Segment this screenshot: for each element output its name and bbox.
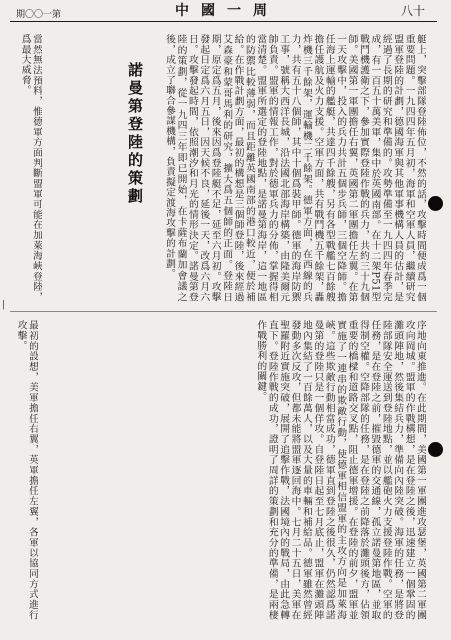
binding-hole-icon bbox=[428, 196, 443, 211]
text-column-top-right bbox=[44, 34, 426, 302]
binding-hole-icon bbox=[428, 442, 443, 457]
publication-title: 中國一周 bbox=[175, 3, 279, 19]
body-paragraph: 序地向東推進。在此期間，美國第一軍團進攻瑟堡，英國第二軍團攻向岡城。盟軍的作戰構想，是在登陸之後，迅速建立一個鞏固的灘頭陣地，然後集結兵力，準備向內陸突破。海軍的任務，是將登陸部隊安全運送到登陸地點，並以艦砲火力支援登陸作戰。空軍的任務，是在登陸之前，摧毀德軍的交通線，孤立諾曼第地區，並取得制空權。空降部隊的任務，是在登陸之前降落於灘頭後方，佔領重要的橋樑和道路交叉點，阻止德軍增援。在登陸的前夕，盟軍並實施了一連串的欺敵行動，使德軍相信盟軍的主攻方向是加萊海峽。這些欺敵行動相當成功，德軍直到登陸之後很久，仍然認爲諾曼第的登陸只是一個佯攻。自登陸日起至七月底止，盟軍在灘頭陣地內集結了一百餘萬人，以及大量的車輛和補給品。德軍雖然曾經發動多次反攻，但都未能將盟軍逐回海中。七月二十五日，美軍在聖羅附近實施突破，展開了追擊作戰，法國境內的戰局，由此急轉直下。登陸作戰的成功，證明了周詳的策劃和充分的準備，是兩棲作戰勝利的關鍵。 bbox=[255, 320, 426, 620]
body-paragraph: 最初的設想，美軍擔任右翼，英軍擔任左翼，各軍以協同方式進行攻擊。 bbox=[15, 320, 38, 620]
issue-number: 期〇〇一第 bbox=[16, 10, 62, 20]
column-divider bbox=[10, 311, 437, 312]
header-rule bbox=[10, 21, 437, 22]
page-number: 八十 bbox=[400, 4, 425, 18]
body-paragraph: 當然無法預料，惟德軍方面判斷盟軍可能在加萊海峽登陸，爲最大威脅。 bbox=[19, 34, 42, 302]
text-column-top-left bbox=[14, 34, 42, 302]
text-column-bottom-right bbox=[38, 320, 426, 620]
margin-note: | bbox=[2, 300, 6, 310]
body-paragraph: 艇上，突擊部隊登陸佈位，不然的話，攻擊時間便成爲一個重要問題。一九四四年五月初，海軍和空軍人員，繼續研究盟軍登陸的計劃，德國海軍與其他軍事機構人員的估計，是經過了長期的研究和準備的。攻勢準備至一九四四年春季完成，有一百五十萬美軍，集中於英國南部。在十二架P51型戰鬥機護衛之下，參加實際登陸作戰的兵力，共約三十九個師。美國第一軍團擔任右翼，英國第二軍團擔任左翼。在第一天攻擊中，投入的兵力共計五個步兵師，三個空降師。擔任海上運輸的艦艇，共達四千餘艘，另有各型戰艦七百餘艘擔任護航及火力支援。空軍方面，共有戰鬥機五千餘架，轟炸機三千餘架，運輸機二千餘架。德軍方面，在西線的兵力，共有五十八個師，其中十個爲裝甲師。德軍的海岸防禦工事，號稱大西洋長城，沿法國北部海岸構築，由隆美爾元帥負責。盟軍的情報工作，對於德軍兵力的分佈，掌握得相當清楚。盟軍所選定的登陸地點，是諾曼第海岸，這一地區的防禦比較薄弱，而且距離英國南部的港口較近，便於補給。在作戰計劃方面，最初的構想是三個師登陸，後來經過艾森豪和蒙哥馬利的研究，擴大爲五個師的正面。登陸日期，原定爲五月，後來因爲登陸艇不足，延至六月初。攻擊發起日定爲六月五日，因天候不良，延後一天，改爲六月六日。攻擊發起時間，依照潮汐和月光的情形決定。諾曼第登陸的策劃，從一九四三年即已開始，在卡薩布蘭加會議之後，成立了聯合參謀機構，負責擬定渡海攻擊的計劃。 bbox=[164, 34, 426, 302]
section-title: 諾曼第登陸的策劃 bbox=[126, 62, 144, 206]
text-column-bottom-left bbox=[14, 320, 38, 620]
